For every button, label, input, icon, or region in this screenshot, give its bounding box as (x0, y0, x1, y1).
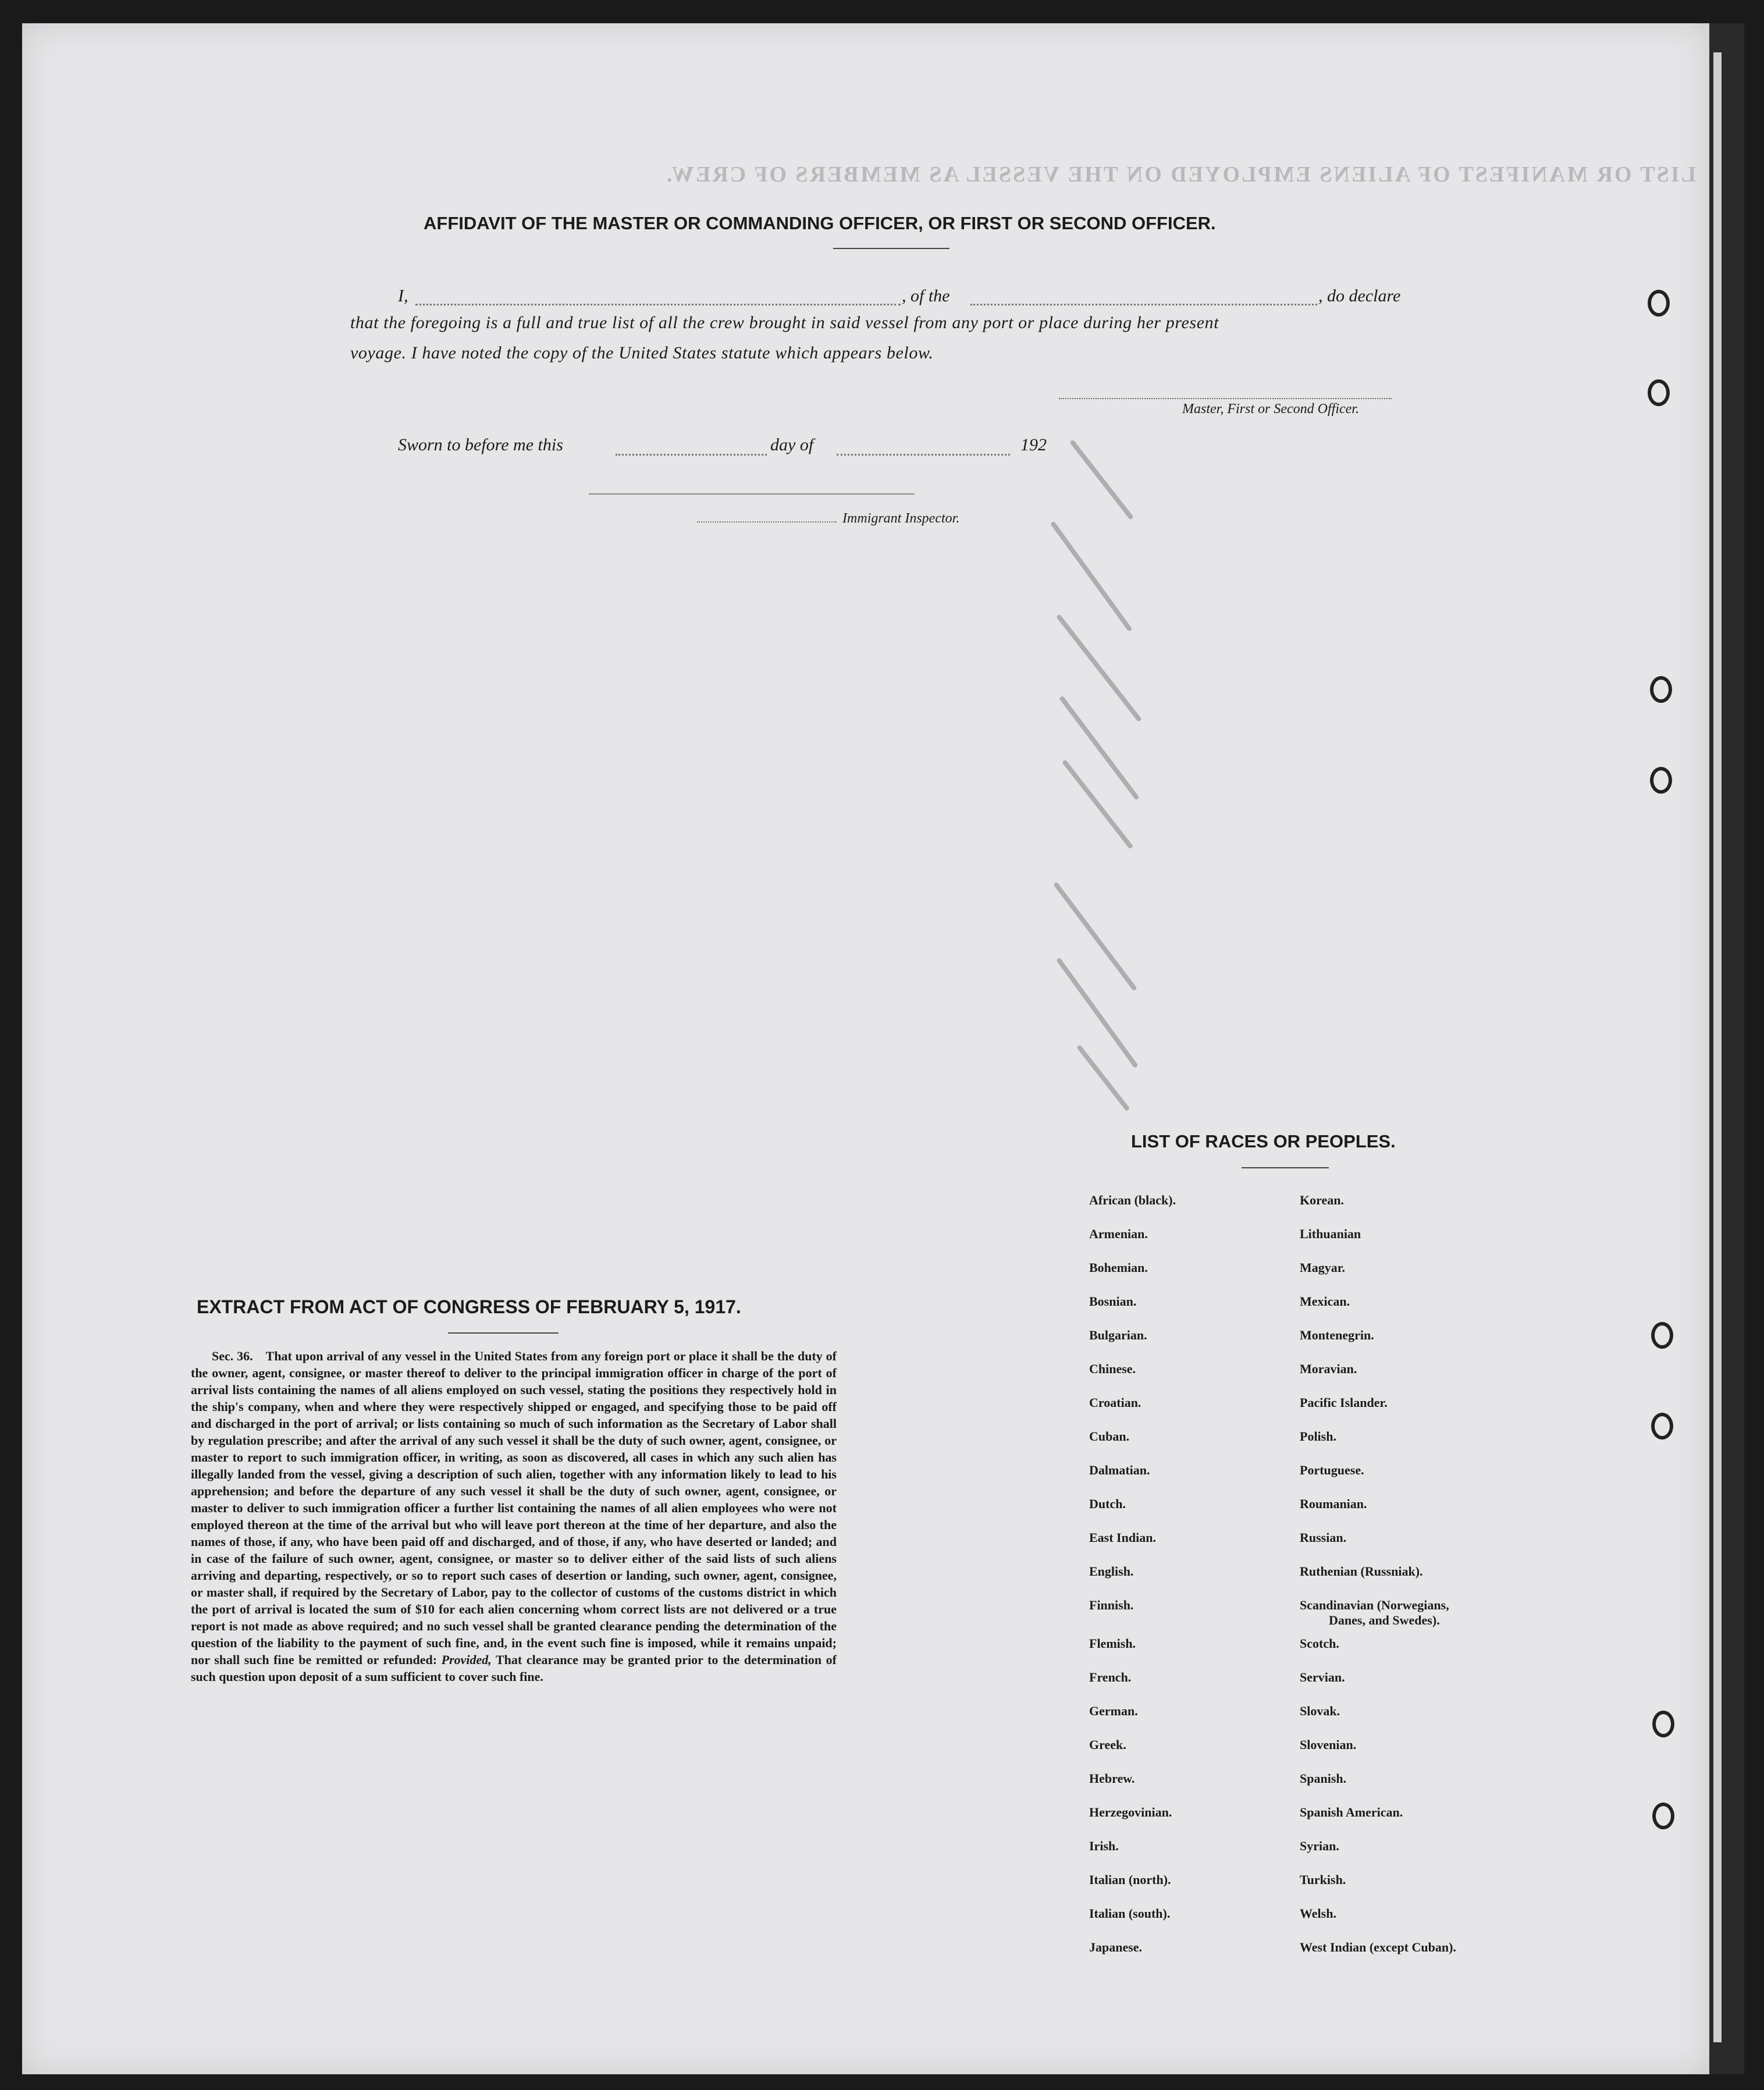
races-row (1089, 1463, 1456, 1497)
race-left: Flemish. (1089, 1636, 1136, 1651)
race-left: African (black). (1089, 1193, 1176, 1207)
races-row (1089, 1805, 1456, 1839)
race-left: Japanese. (1089, 1940, 1143, 1954)
races-row (1089, 1872, 1456, 1906)
sworn-day-field[interactable] (616, 454, 767, 456)
affidavit-statement-line-3: voyage. I have noted the copy of the United States statute which appears below. (350, 343, 934, 362)
binder-hole-3 (1650, 676, 1672, 703)
affidavit-declare-label: , do declare (1318, 286, 1401, 305)
races-table (1089, 1193, 1456, 1974)
sworn-month-field[interactable] (837, 454, 1010, 456)
race-left: Greek. (1089, 1737, 1126, 1752)
race-left: Bohemian. (1089, 1260, 1148, 1275)
race-right: Montenegrin. (1300, 1328, 1374, 1342)
race-right: Korean. (1300, 1193, 1344, 1207)
races-title-rule (1242, 1167, 1329, 1168)
master-signature-label: Master, First or Second Officer. (1182, 401, 1359, 417)
extract-text: That upon arrival of any vessel in the United States from any foreign port or place it shall be the duty of the owner, agent, consignee, or master thereof to deliver to the principal immigration officer in charge of the port of arrival lists containing the names of all aliens employed on such vessel, stating the positions they respectively hold in the ship's company, when and where they were respectively shipped or engaged, and specifying those to be paid off and discharged in the port of arrival; or lists containing so much of such information as the Secretary of Labor shall by regulation prescribe; and after the arrival of any such vessel it shall be the duty of such owner, agent, consignee, or master to report to such immigration officer, in writing, as soon as discovered, all cases in which any such alien has illegally landed from the vessel, giving a description of such alien, together with any information likely to lead to his apprehension; and before the departure of any such vessel it shall be the duty of such owner, agent, consignee, or master to deliver to such immigration officer a further list containing the names of all alien employees who were not employed thereon at the time of the arrival but who will leave port thereon at the time of her departure, and also the names of those, if any, who have been paid off and discharged, and of those, if any, who have deserted or landed; and in case of the failure of such owner, agent, consignee, or master so to deliver either of the said lists of such aliens arriving and departing, respectively, or so to report such cases of desertion or landing, such owner, agent, consignee, or master shall, if required by the Secretary of Labor, pay to the collector of customs of the customs district in which the port of arrival is located the sum of $10 for each alien concerning whom correct lists are not delivered or a true report is not made as above required; and no such vessel shall be granted clearance pending the determination of the question of the liability to the payment of such fine, and, in the event such fine is imposed, while it remains unpaid; nor shall such fine be remitted or refunded: (191, 1349, 837, 1667)
races-row (1089, 1328, 1456, 1362)
race-right: Syrian. (1300, 1839, 1339, 1853)
extract-title: EXTRACT FROM ACT OF CONGRESS OF FEBRUARY 5, 1917. (197, 1296, 741, 1317)
race-left: Hebrew. (1089, 1771, 1135, 1786)
race-left: Chinese. (1089, 1362, 1136, 1376)
race-right: Roumanian. (1300, 1497, 1367, 1511)
race-right: Scotch. (1300, 1636, 1339, 1651)
vessel-name-field[interactable] (970, 304, 1317, 305)
races-row (1089, 1564, 1456, 1598)
race-left: Dutch. (1089, 1497, 1126, 1511)
affidavit-of-the-label: , of the (902, 286, 950, 305)
race-right-line-1: Scandinavian (Norwegians, (1300, 1598, 1449, 1612)
affidavit-title: AFFIDAVIT OF THE MASTER OR COMMANDING OFFICER, OR FIRST OR SECOND OFFICER. (424, 213, 1216, 233)
page-edge-strip (1713, 52, 1722, 2042)
race-right: Moravian. (1300, 1362, 1357, 1376)
race-right: Servian. (1300, 1670, 1345, 1684)
races-row (1089, 1193, 1456, 1227)
race-right: Russian. (1300, 1530, 1347, 1545)
races-row (1089, 1362, 1456, 1395)
races-row (1089, 1294, 1456, 1328)
binder-hole-7 (1652, 1711, 1674, 1737)
binder-hole-5 (1651, 1322, 1673, 1349)
race-left: Croatian. (1089, 1395, 1141, 1410)
races-row (1089, 1260, 1456, 1294)
affidavit-statement-line-2: that the foregoing is a full and true list of all the crew brought in said vessel from any port or place during her present (350, 313, 1219, 332)
race-left: French. (1089, 1670, 1132, 1684)
race-right: West Indian (except Cuban). (1300, 1940, 1456, 1954)
affidavit-title-rule (833, 248, 949, 249)
race-left: Finnish. (1089, 1598, 1134, 1612)
race-left: Armenian. (1089, 1227, 1148, 1241)
races-row (1089, 1598, 1456, 1636)
race-right: Mexican. (1300, 1294, 1350, 1309)
races-row (1089, 1429, 1456, 1463)
race-right: Turkish. (1300, 1872, 1346, 1887)
race-left: German. (1089, 1704, 1138, 1718)
master-signature-line[interactable] (1059, 398, 1392, 399)
race-left: English. (1089, 1564, 1134, 1579)
races-title: LIST OF RACES OR PEOPLES. (1131, 1131, 1396, 1151)
race-right (1300, 1598, 1456, 1636)
race-left: Herzegovinian. (1089, 1805, 1172, 1819)
races-row (1089, 1670, 1456, 1704)
race-left: Cuban. (1089, 1429, 1130, 1444)
race-left: Dalmatian. (1089, 1463, 1150, 1477)
sworn-year: 192 (1020, 435, 1047, 454)
races-row (1089, 1227, 1456, 1260)
races-row (1089, 1395, 1456, 1429)
race-right: Portuguese. (1300, 1463, 1364, 1477)
race-right: Welsh. (1300, 1906, 1336, 1921)
race-left: Italian (south). (1089, 1906, 1171, 1921)
extract-text-end: That clearance may be granted prior to the determination of such question upon deposit of a sum sufficient to cover such fine. (191, 1652, 837, 1684)
race-right: Slovenian. (1300, 1737, 1357, 1752)
race-left: East Indian. (1089, 1530, 1156, 1545)
inspector-dotted-line (697, 521, 837, 522)
binder-hole-1 (1648, 290, 1670, 317)
race-right: Magyar. (1300, 1260, 1346, 1275)
races-row (1089, 1704, 1456, 1737)
affidavit-i-label: I, (398, 286, 408, 305)
section-label: Sec. 36. (212, 1349, 253, 1363)
binder-hole-4 (1650, 767, 1672, 794)
binder-hole-8 (1652, 1803, 1674, 1829)
binder-hole-6 (1651, 1413, 1673, 1439)
races-row (1089, 1906, 1456, 1940)
race-right: Lithuanian (1300, 1227, 1361, 1241)
extract-title-rule (448, 1332, 559, 1334)
race-right: Slovak. (1300, 1704, 1340, 1718)
bleed-through-header: LIST OR MANIFEST OF ALIENS EMPLOYED ON THE VESSEL AS MEMBERS OF CREW. (664, 162, 1696, 187)
inspector-label: Immigrant Inspector. (842, 511, 960, 526)
sworn-prefix: Sworn to before me this (398, 435, 563, 454)
races-row (1089, 1636, 1456, 1670)
race-left: Irish. (1089, 1839, 1119, 1853)
race-right: Polish. (1300, 1429, 1336, 1444)
extract-provided: Provided, (441, 1652, 492, 1667)
extract-body (191, 1348, 837, 1685)
races-row (1089, 1771, 1456, 1805)
extract-paragraph (191, 1348, 837, 1685)
race-left: Bosnian. (1089, 1294, 1137, 1309)
races-row (1089, 1737, 1456, 1771)
race-right: Spanish. (1300, 1771, 1347, 1786)
races-row (1089, 1497, 1456, 1530)
race-left: Italian (north). (1089, 1872, 1171, 1887)
sworn-day-of: day of (770, 435, 814, 454)
races-row (1089, 1940, 1456, 1974)
inspector-signature-line[interactable] (589, 493, 915, 495)
declarant-name-field[interactable] (415, 304, 901, 305)
races-row (1089, 1530, 1456, 1564)
race-right: Spanish American. (1300, 1805, 1403, 1819)
race-left: Bulgarian. (1089, 1328, 1147, 1342)
race-right-line-2: Danes, and Swedes). (1329, 1613, 1440, 1627)
race-right: Pacific Islander. (1300, 1395, 1388, 1410)
races-row (1089, 1839, 1456, 1872)
binder-hole-2 (1648, 379, 1670, 406)
race-right: Ruthenian (Russniak). (1300, 1564, 1423, 1579)
